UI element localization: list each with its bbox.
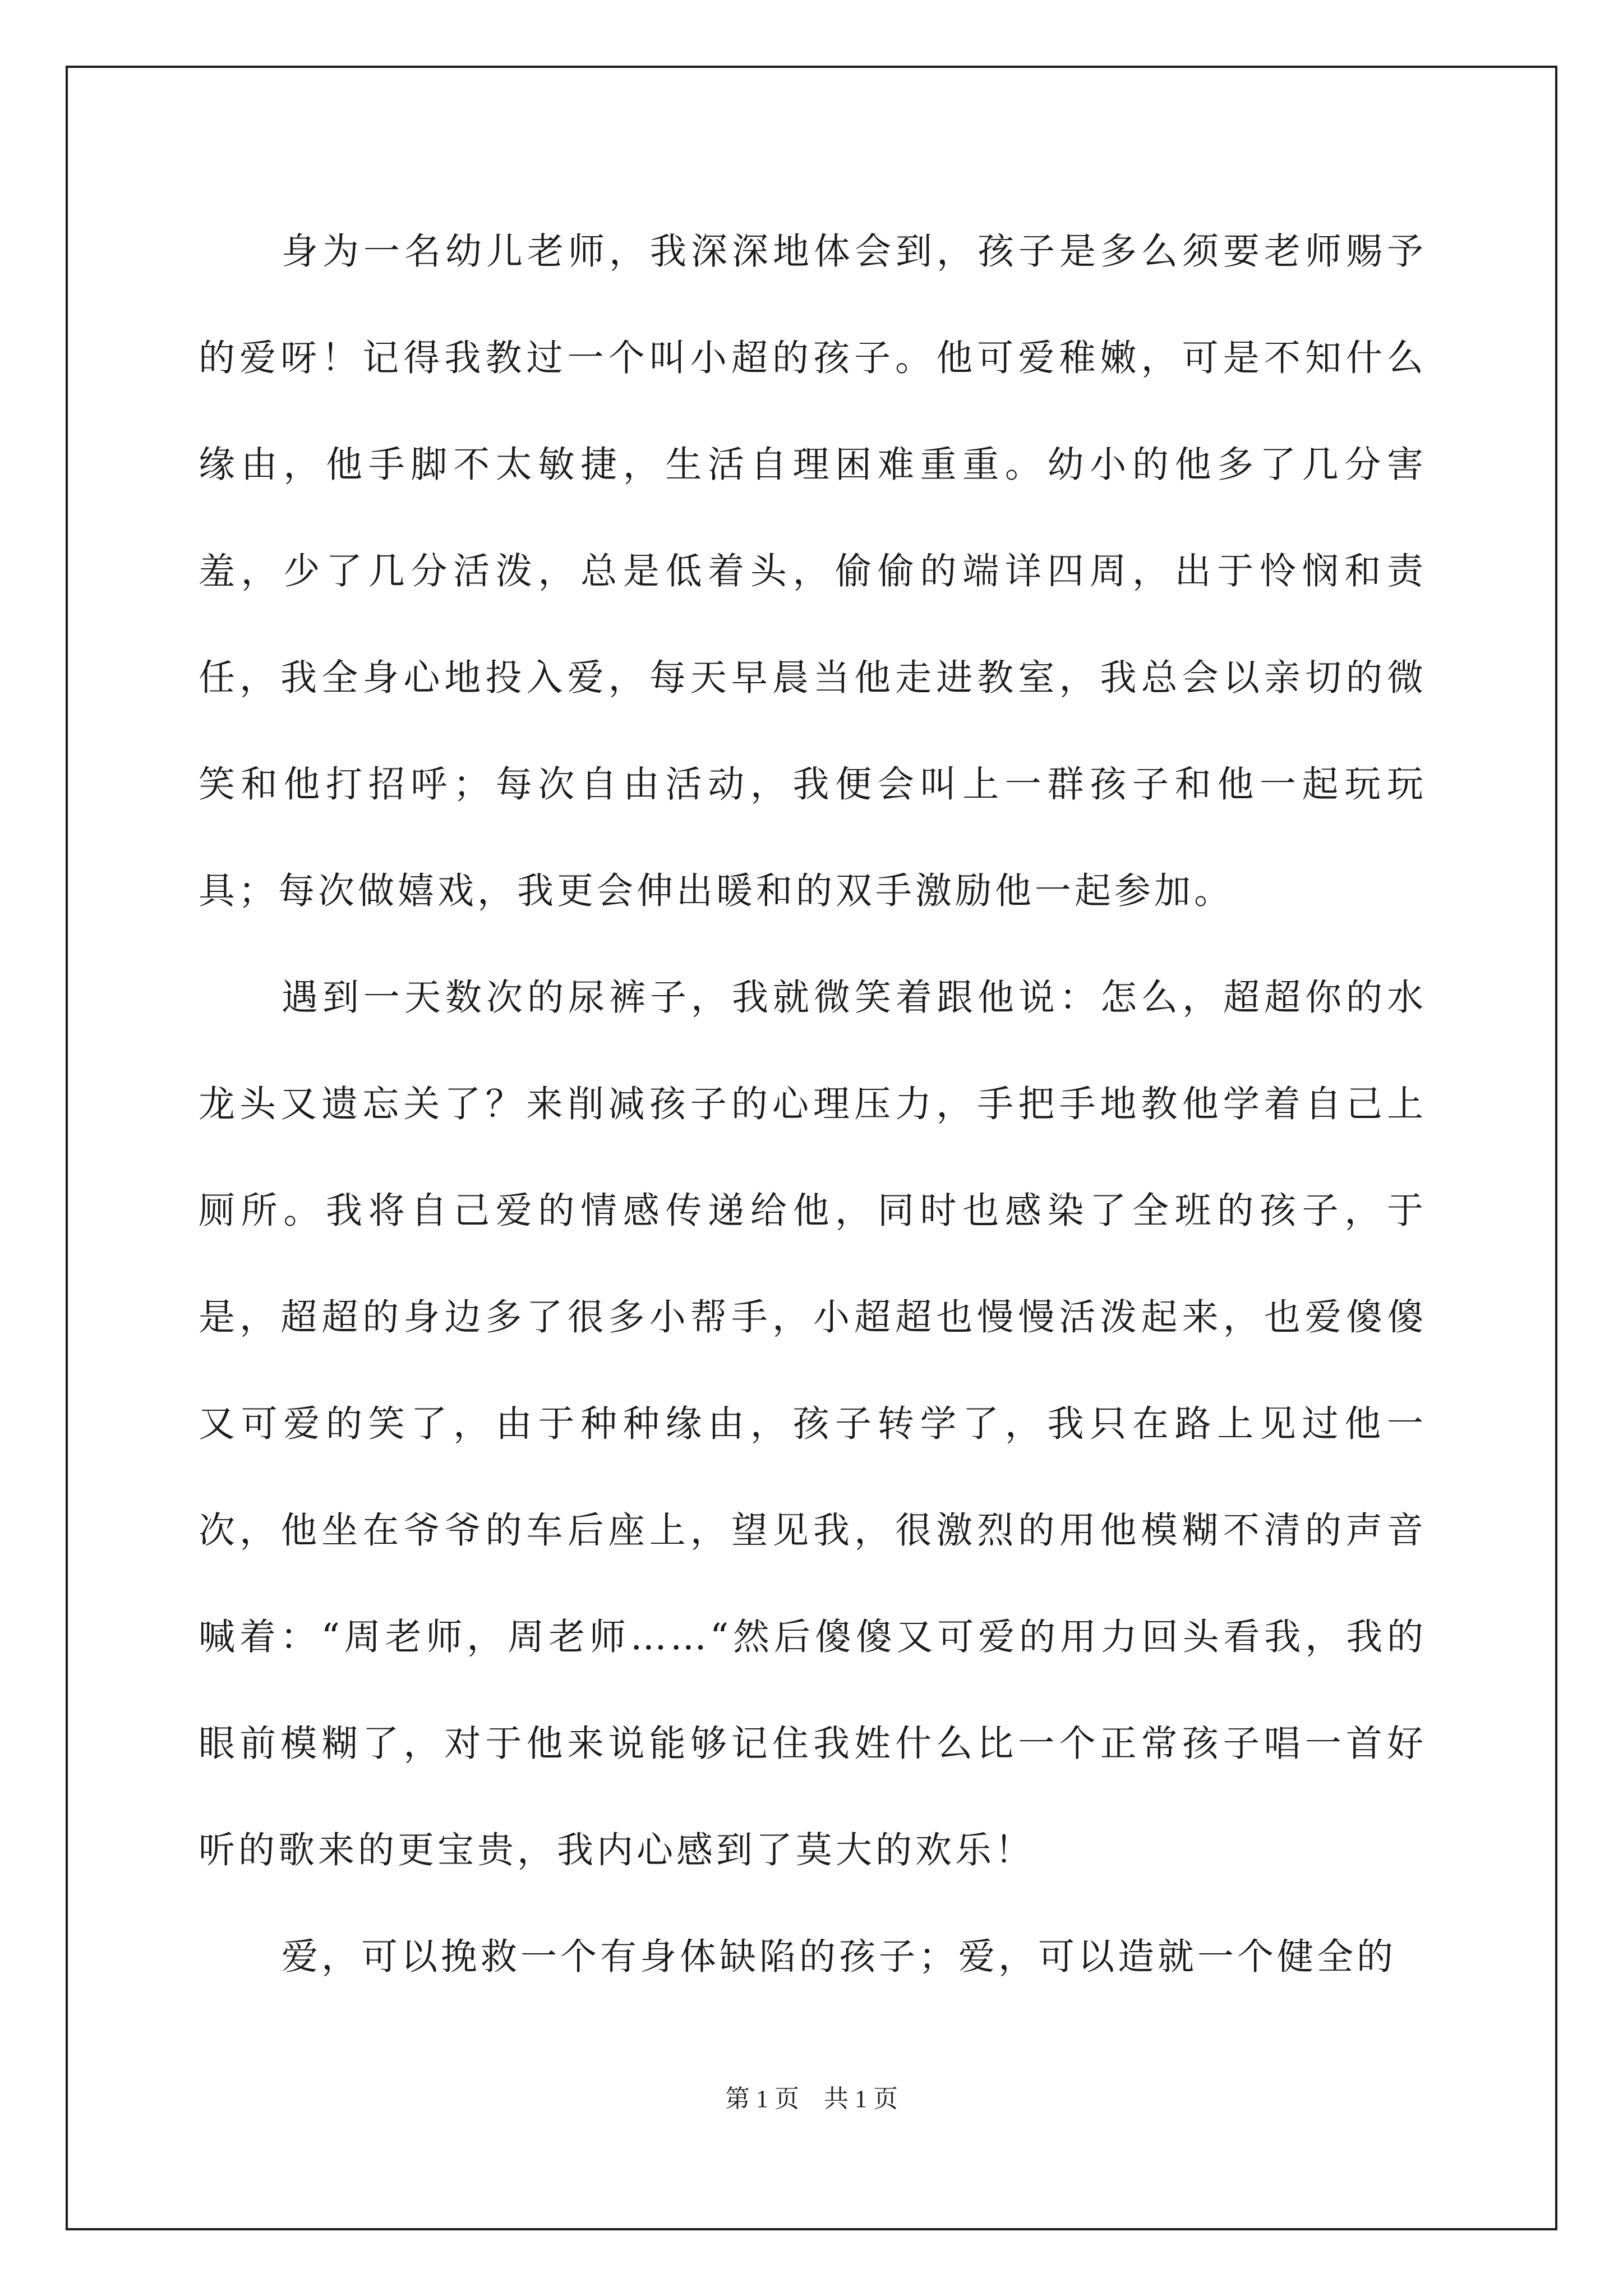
paragraph-2: 遇到一天数次的尿裤子，我就微笑着跟他说：怎么，超超你的水龙头又遗忘关了？来削减孩子的心理压力，手把手地教他学着自己上厕所。我将自己爱的情感传递给他，同时也感染了全班的孩子，于是，超超的身边多了很多小帮手，小超超也慢慢活泼起来，也爱傻傻又可爱的笑了，由于种种缘由，孩子转学了，我只在路上见过他一次，他坐在爷爷的车后座上，望见我，很激烈的用他模糊不清的声音喊着：“周老师，周老师……“然后傻傻又可爱的用力回头看我，我的眼前模糊了，对于他来说能够记住我姓什么比一个正常孩子唱一首好听的歌来的更宝贵，我内心感到了莫大的欢乐！: [199, 977, 1427, 1871]
paragraph-1: 身为一名幼儿老师，我深深地体会到，孩子是多么须要老师赐予的爱呀！记得我教过一个叫小超的孩子。他可爱稚嫩，可是不知什么缘由，他手脚不太敏捷，生活自理困难重重。幼小的他多了几分害羞，少了几分活泼，总是低着头，偷偷的端详四周，出于怜悯和责任，我全身心地投入爱，每天早晨当他走进教室，我总会以亲切的微笑和他打招呼；每次自由活动，我便会叫上一群孩子和他一起玩玩具；每次做嬉戏，我更会伸出暖和的双手激励他一起参加。: [199, 231, 1427, 912]
document-body: [199, 199, 1427, 2010]
paragraph-3: 爱，可以挽救一个有身体缺陷的孩子；爱，可以造就一个健全的: [282, 1936, 1397, 1978]
page-footer: 第 1 页 共 1 页: [725, 2085, 898, 2113]
